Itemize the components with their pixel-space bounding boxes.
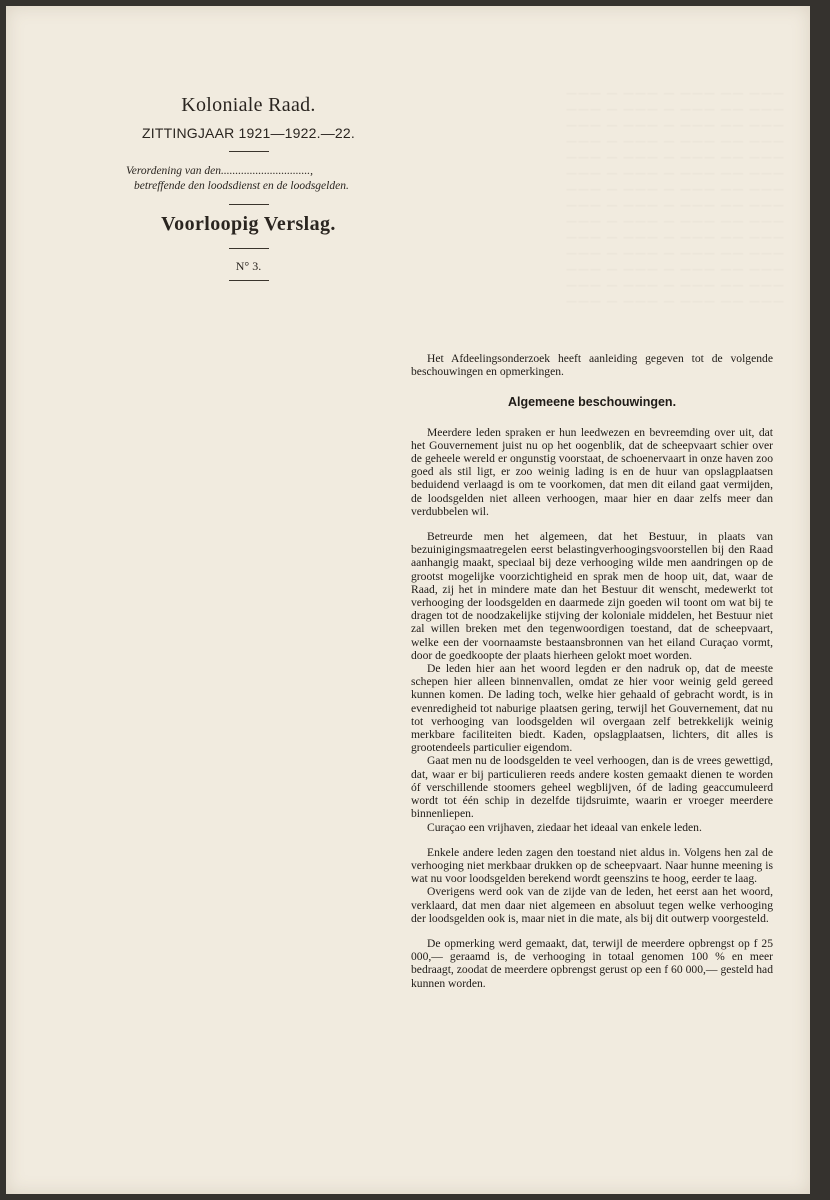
report-divider	[229, 248, 269, 249]
subject-line-2: betreffende den loodsdienst en de loodsgelden.	[134, 180, 349, 192]
reverse-side-bleed-through: ——— — ——— — ——— —— ——— ——— — ——— — ——— —— ——— ——— — ——— — ——— —— ——— ——— — ——— — ——— —— ——— ——— — ——— — ——— —— ——— ——— — ——— — ——— —— ——— ——— — ——— — ——— —— ——— ——— — ——— — ——— —— ——— ——— — ——— — ——— —— ——— ——— — ——— — ——— —— ——— ——— — ——— — ——— —— ——— ——— — ——— — ——— —— ——— ——— — ——— — ——— —— ——— ——— — ——— — ——— —— ———	[566, 87, 785, 308]
intro-paragraph: Het Afdeelingsonderzoek heeft aanleiding gegeven tot de volgende beschouwingen en opmerkingen.	[411, 352, 773, 379]
body-paragraph: Betreurde men het algemeen, dat het Bestuur, in plaats van bezuinigingsmaatregelen eerst belastingverhoogingsvoorstellen bij den Raad aanhangig maakt, speciaal bij deze verhooging wilde men aandringen op de grootst mogelijke voorzichtigheid en sprak men de hoop uit, dat, waar de Raad, zij het in mindere mate dan het Bestuur dit wenscht, medewerkt tot verhooging der loodsgelden en daarmede zijn goeden wil toont om wat bij te dragen tot de noodzakelijke stijving der koloniale middelen, het Bestuur niet zal willen breken met den tegenwoordigen toestand, dat de scheepvaart, welke een der voornaamste bestaansbronnen van het eiland Curaçao vormt, door de goedkoopte der plaats hierheen gelokt moet worden.	[411, 530, 773, 662]
body-paragraph: De opmerking werd gemaakt, dat, terwijl de meerdere opbrengst op f 25 000,— geraamd is, de verhooging in totaal genomen 100 % en meer bedraagt, zoodat de meerdere opbrengst gerust op een f 60 000,— gesteld had kunnen worden.	[411, 936, 773, 990]
body-paragraph: De leden hier aan het woord legden er den nadruk op, dat de meeste schepen hier alleen binnenvallen, omdat ze hier voor weinig geld gereed kunnen komen. De lading toch, welke hier gehaald of gebracht wordt, is in evenredigheid tot naburige plaatsen gering, terwijl het Gouvernement, dat nu tot verhooging van loodsgelden wil overgaan zelf betrekkelijk weinig merkbare faciliteiten biedt. Kaden, opslagplaatsen, lichters, dit alles is grootendeels particulier eigendom.	[411, 662, 773, 755]
subject-divider	[229, 204, 269, 205]
council-title: Koloniale Raad.	[181, 94, 316, 116]
body-paragraph: Curaçao een vrijhaven, ziedaar het ideaal van enkele leden.	[427, 820, 702, 834]
body-paragraph: Meerdere leden spraken er hun leedwezen en bevreemding over uit, dat het Gouvernement juist nu op het oogenblik, dat de scheepvaart schier over de geheele wereld er ongunstig voorstaat, de schoenervaart in onze haven zoo goed als stil ligt, er zoo weinig lading is en de huur van opslagplaatsen beduidend verlaagd is om te voorkomen, dat men dit eiland gaat vermijden, de loodsgelden niet alleen verhoogen, maar hier en daar zelfs meer dan verdubbelen wil.	[411, 425, 773, 518]
section-heading: Algemeene beschouwingen.	[507, 395, 677, 410]
header-divider	[229, 151, 269, 152]
number-divider	[229, 280, 269, 281]
subject-line-1: Verordening van den...............................,	[126, 165, 313, 177]
report-body	[411, 352, 773, 990]
report-number: N° 3.	[235, 259, 262, 273]
document-header	[116, 94, 381, 281]
report-title: Voorloopig Verslag.	[161, 213, 336, 235]
session-year: ZITTINGJAAR 1921—1922.—22.	[142, 125, 355, 141]
body-paragraph: Enkele andere leden zagen den toestand niet aldus in. Volgens hen zal de verhooging niet merkbaar drukken op de scheepvaart. Naar hunne meening is wat nu voor loodsgelden berekend wordt geenszins te hoog, eerder te laag.	[411, 845, 773, 886]
body-paragraph: Overigens werd ook van de zijde van de leden, het eerst aan het woord, verklaard, dat men daar niet algemeen en absoluut tegen welke verhooging der loodsgelden ook is, maar niet in die mate, als bij dit outwerp voorgesteld.	[411, 885, 773, 925]
body-paragraph: Gaat men nu de loodsgelden te veel verhoogen, dan is de vrees gewettigd, dat, waar er bij particulieren reeds andere kosten gemaakt dienen te worden óf verschillende stoomers geheel wegblijven, óf de lading geaccumuleerd wordt tot één schip in dezelfde tijdsruimte, waarin er vroeger meerdere binnenliepen.	[411, 754, 773, 821]
ordinance-subject	[116, 164, 381, 194]
document-page	[6, 6, 810, 1194]
